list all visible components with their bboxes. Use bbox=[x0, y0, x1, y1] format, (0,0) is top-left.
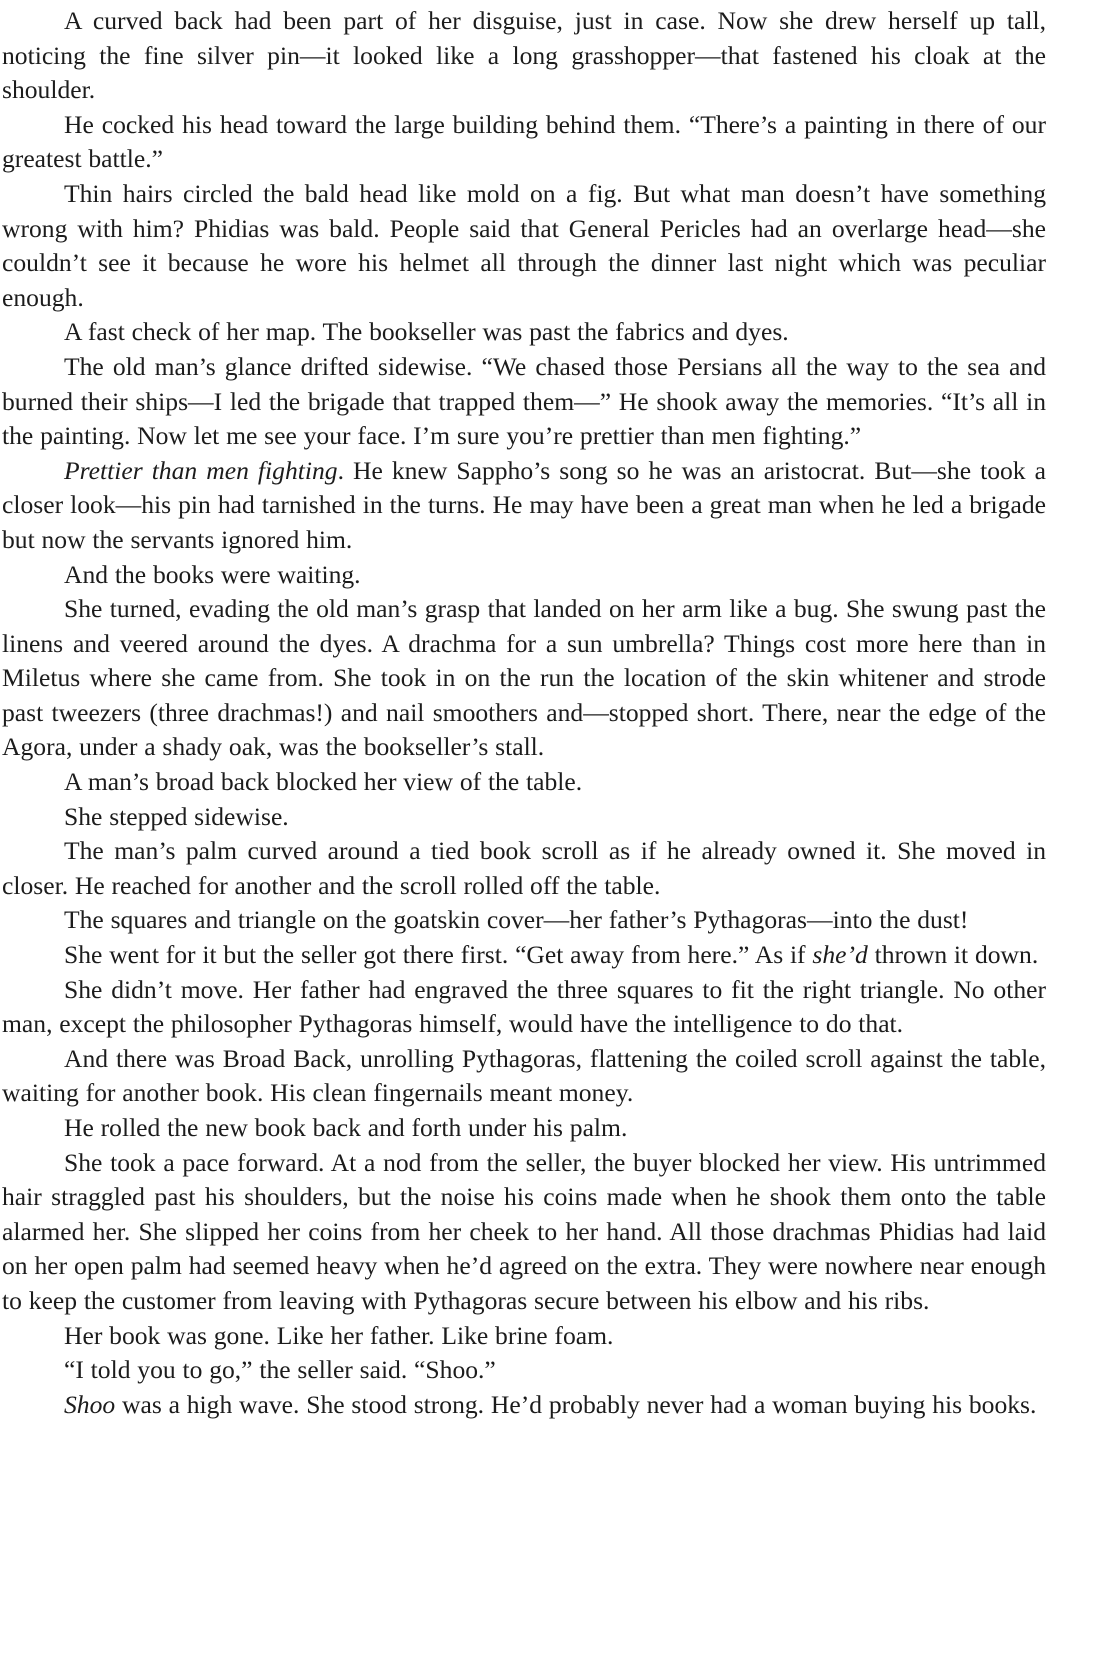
italic-text: Shoo bbox=[64, 1389, 116, 1419]
paragraph bbox=[2, 1388, 1046, 1423]
paragraph-text: And the books were waiting. bbox=[64, 559, 361, 589]
paragraph-text: Her book was gone. Like her father. Like brine foam. bbox=[64, 1320, 614, 1350]
paragraph bbox=[2, 454, 1046, 558]
paragraph-text: . He knew Sappho’s song so he was an aristocrat. But—she took a closer look—his pin had tarnished in the turns. He may have been a great man when he led a brigade but now the servants ignored him. bbox=[2, 455, 1046, 554]
paragraph bbox=[2, 973, 1046, 1042]
paragraph bbox=[2, 350, 1046, 454]
paragraph bbox=[2, 800, 1046, 835]
paragraph-text: He rolled the new book back and forth under his palm. bbox=[64, 1113, 628, 1142]
paragraph bbox=[2, 1353, 1046, 1388]
paragraph bbox=[2, 108, 1046, 177]
paragraph-text: She didn’t move. Her father had engraved the three squares to fit the right triangle. No other man, except the philosopher Pythagoras himself, would have the intelligence to do that. bbox=[2, 974, 1046, 1039]
paragraph-text: “I told you to go,” the seller said. “Shoo.” bbox=[64, 1355, 496, 1385]
body-text bbox=[2, 4, 1046, 1422]
paragraph-text: She stepped sidewise. bbox=[64, 801, 289, 831]
paragraph bbox=[2, 4, 1046, 108]
italic-text: Prettier than men fighting bbox=[64, 455, 338, 485]
paragraph-text: The man’s palm curved around a tied book scroll as if he already owned it. She moved in closer. He reached for another and the scroll rolled off the table. bbox=[2, 836, 1046, 900]
paragraph bbox=[2, 1319, 1046, 1354]
paragraph-text: And there was Broad Back, unrolling Pythagoras, flattening the coiled scroll against the table, waiting for another book. His clean fingernails meant money. bbox=[2, 1043, 1046, 1108]
paragraph-text: She turned, evading the old man’s grasp that landed on her arm like a bug. She swung past the linens and veered around the dyes. A drachma for a sun umbrella? Things cost more here than in Miletus where she came from. She took in on the run the location of the skin whitener and strode past tweezers (three drachmas!) and nail smoothers and—stopped short. There, near the edge of the Agora, under a shady oak, was the bookseller’s stall. bbox=[2, 594, 1046, 762]
paragraph-text: The old man’s glance drifted sidewise. “We chased those Persians all the way to the sea and burned their ships—I led the brigade that trapped them—” He shook away the memories. “It’s all in the painting. Now let me see your face. I’m sure you’re prettier than men fighting.” bbox=[2, 351, 1046, 451]
paragraph bbox=[2, 765, 1046, 800]
paragraph bbox=[2, 315, 1046, 350]
paragraph bbox=[2, 1042, 1046, 1111]
paragraph bbox=[2, 1146, 1046, 1319]
paragraph-text: Thin hairs circled the bald head like mold on a fig. But what man doesn’t have something wrong with him? Phidias was bald. People said that General Pericles had an overlarge head—she couldn’t see it because he wore his helmet all through the dinner last night which was peculiar enough. bbox=[2, 178, 1046, 312]
paragraph-text: thrown it down. bbox=[867, 940, 1039, 970]
paragraph bbox=[2, 558, 1046, 593]
paragraph-text: He cocked his head toward the large building behind them. “There’s a painting in there of our greatest battle.” bbox=[2, 109, 1046, 174]
paragraph-text: A fast check of her map. The bookseller was past the fabrics and dyes. bbox=[64, 317, 789, 347]
paragraph-text: A man’s broad back blocked her view of the table. bbox=[64, 767, 583, 797]
italic-text: she’d bbox=[812, 940, 868, 970]
paragraph bbox=[2, 177, 1046, 315]
paragraph-text: The squares and triangle on the goatskin cover—her father’s Pythagoras—into the dust! bbox=[64, 905, 969, 935]
paragraph-text: She took a pace forward. At a nod from the seller, the buyer blocked her view. His untrimmed hair straggled past his shoulders, but the noise his coins made when he shook them onto the table alarmed her. She slipped her coins from her cheek to her hand. All those drachmas Phidias had laid on her open palm had seemed heavy when he’d agreed on the extra. They were nowhere near enough to keep the customer from leaving with Pythagoras secure between his elbow and his ribs. bbox=[2, 1147, 1046, 1315]
paragraph bbox=[2, 1111, 1046, 1146]
paragraph-text: A curved back had been part of her disguise, just in case. Now she drew herself up tall, noticing the fine silver pin—it looked like a long grasshopper—that fastened his cloak at the shoulder. bbox=[2, 6, 1046, 105]
paragraph bbox=[2, 903, 1046, 938]
paragraph bbox=[2, 938, 1046, 973]
paragraph-text: was a high wave. She stood strong. He’d probably never had a woman buying his books. bbox=[115, 1389, 1037, 1419]
paragraph bbox=[2, 834, 1046, 903]
paragraph-text: She went for it but the seller got there first. “Get away from here.” As if bbox=[64, 940, 813, 970]
paragraph bbox=[2, 592, 1046, 765]
